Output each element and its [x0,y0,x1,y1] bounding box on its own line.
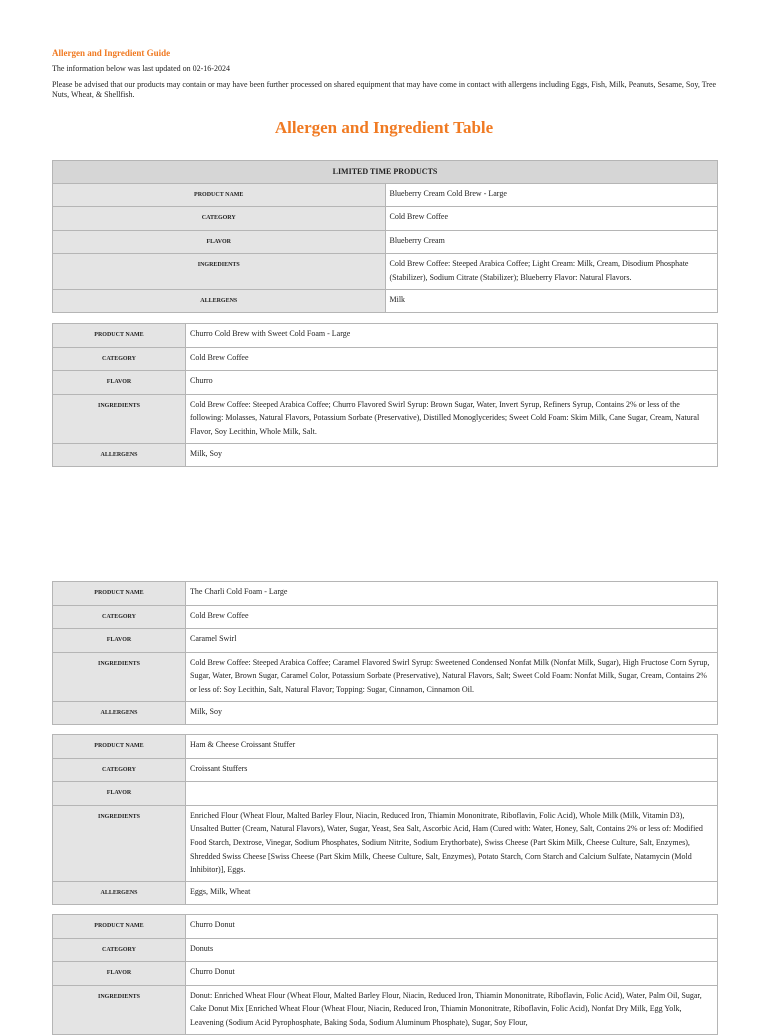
label-ingredients: INGREDIENTS [53,254,386,289]
label-category: CATEGORY [53,605,186,629]
flavor-value: Blueberry Cream [385,230,718,254]
label-product-name: PRODUCT NAME [53,735,186,759]
row-ingredients [53,652,718,701]
table-title: Allergen and Ingredient Table [274,118,494,137]
ingredients-value: Cold Brew Coffee: Steeped Arabica Coffee; Light Cream: Milk, Cream, Disodium Phosphate (Stabilizer), Sodium Citrate (Stabilizer); Blueberry Flavor: Natural Flavors. [385,254,718,289]
allergen-advisory: Please be advised that our products may contain or may have been further processed on shared equipment that may have come in contact with allergens including Eggs, Fish, Milk, Peanuts, Sesame, Soy, Tree Nuts, Wheat, & Shellfish. [52,80,717,99]
category-value: Croissant Stuffers [186,758,718,782]
label-product-name: PRODUCT NAME [53,183,386,207]
category-value: Cold Brew Coffee [186,605,718,629]
ingredients-value: Donut: Enriched Wheat Flour (Wheat Flour, Malted Barley Flour, Niacin, Reduced Iron, Thiamin Mononitrate, Riboflavin, Folic Acid), Water, Palm Oil, Sugar, Cake Donut Mix [Enriched Wheat Flour (Wheat Flour, Niacin, Reduced Iron, Thiamin Mononitrate, Riboflavin, Folic Acid), Nonfat Dry Milk, Egg Yolk, Leavening (Sodium Acid Pyrophosphate, Baking Soda, Sodium Aluminum Phosphate), Sugar, Soy Flour, [186,985,718,1034]
flavor-value: Churro Donut [186,962,718,986]
row-flavor [53,230,718,254]
row-flavor [53,371,718,395]
product-table-1 [52,160,718,313]
section-header: LIMITED TIME PRODUCTS [53,161,718,184]
row-flavor [53,782,718,806]
label-flavor: FLAVOR [53,230,386,254]
allergens-value: Eggs, Milk, Wheat [186,881,718,905]
ingredients-value: Cold Brew Coffee: Steeped Arabica Coffee; Caramel Flavored Swirl Syrup: Sweetened Condensed Nonfat Milk (Nonfat Milk, Sugar), High Fructose Corn Syrup, Sugar, Water, Brown Sugar, Caramel Color, Potassium Sorbate (Preservative), Natural Flavors, Salt; Sweet Cold Foam: Nonfat Milk, Sugar, Cream, Contains 2% or less of: Soy Lecithin, Salt, Natural Flavor; Topping: Sugar, Cinnamon, Cinnamon Oil. [186,652,718,701]
label-product-name: PRODUCT NAME [53,582,186,606]
product-name-value: Churro Cold Brew with Sweet Cold Foam - Large [186,324,718,348]
row-flavor [53,629,718,653]
row-flavor [53,962,718,986]
row-ingredients [53,254,718,289]
row-category [53,605,718,629]
row-product-name [53,183,718,207]
row-product-name [53,735,718,759]
label-flavor: FLAVOR [53,629,186,653]
row-product-name [53,582,718,606]
row-category [53,758,718,782]
row-allergens [53,881,718,905]
product-name-value: Ham & Cheese Croissant Stuffer [186,735,718,759]
label-category: CATEGORY [53,347,186,371]
row-product-name [53,915,718,939]
row-category [53,938,718,962]
category-value: Cold Brew Coffee [385,207,718,231]
allergens-value: Milk, Soy [186,701,718,725]
row-category [53,347,718,371]
row-category [53,207,718,231]
label-flavor: FLAVOR [53,782,186,806]
allergens-value: Milk, Soy [186,443,718,467]
label-allergens: ALLERGENS [53,443,186,467]
category-value: Cold Brew Coffee [186,347,718,371]
product-table-3 [52,581,718,725]
label-flavor: FLAVOR [53,962,186,986]
row-ingredients [53,394,718,443]
label-flavor: FLAVOR [53,371,186,395]
label-allergens: ALLERGENS [53,289,386,313]
label-ingredients: INGREDIENTS [53,652,186,701]
product-name-value: The Charli Cold Foam - Large [186,582,718,606]
product-name-value: Churro Donut [186,915,718,939]
row-allergens [53,289,718,313]
allergens-value: Milk [385,289,718,313]
ingredients-value: Cold Brew Coffee: Steeped Arabica Coffee; Churro Flavored Swirl Syrup: Brown Sugar, Water, Invert Syrup, Refiners Syrup, Contains 2% or less of the following: Molasses, Natural Flavors, Potassium Sorbate (Preservative), Distilled Monoglycerides; Sweet Cold Foam: Skim Milk, Cane Sugar, Cream, Natural Flavor, Soy Lecithin, Whole Milk, Salt. [186,394,718,443]
label-product-name: PRODUCT NAME [53,324,186,348]
label-product-name: PRODUCT NAME [53,915,186,939]
guide-title: Allergen and Ingredient Guide [52,48,171,58]
row-product-name [53,324,718,348]
flavor-value: Caramel Swirl [186,629,718,653]
label-category: CATEGORY [53,758,186,782]
label-category: CATEGORY [53,207,386,231]
product-name-value: Blueberry Cream Cold Brew - Large [385,183,718,207]
row-ingredients [53,805,718,881]
product-table-2 [52,323,718,467]
label-ingredients: INGREDIENTS [53,985,186,1034]
label-ingredients: INGREDIENTS [53,394,186,443]
label-ingredients: INGREDIENTS [53,805,186,881]
label-allergens: ALLERGENS [53,881,186,905]
last-updated-text: The information below was last updated on 02-16-2024 [52,64,230,73]
category-value: Donuts [186,938,718,962]
row-ingredients [53,985,718,1034]
product-table-5 [52,914,718,1035]
product-table-4 [52,734,718,905]
ingredients-value: Enriched Flour (Wheat Flour, Malted Barley Flour, Niacin, Reduced Iron, Thiamin Mononitrate, Riboflavin, Folic Acid), Whole Milk (Milk, Vitamin D3), Unsalted Butter (Cream, Natural Flavors), Water, Sugar, Yeast, Sea Salt, Ascorbic Acid, Ham (Cured with: Water, Honey, Salt, Contains 2% or less of: Modified Food Starch, Dextrose, Vinegar, Sodium Phosphates, Sodium Nitrite, Sodium Erythorbate), Swiss Cheese (Part Skim Milk, Cheese Culture, Salt, Enzymes), Shredded Swiss Cheese [Swiss Cheese (Part Skim Milk, Cheese Culture, Salt, Enzymes), Potato Starch, Corn Starch and Calcium Sulfate, Natamycin (Mold Inhibitor)], Eggs. [186,805,718,881]
label-category: CATEGORY [53,938,186,962]
label-allergens: ALLERGENS [53,701,186,725]
flavor-value [186,782,718,806]
flavor-value: Churro [186,371,718,395]
row-allergens [53,443,718,467]
row-allergens [53,701,718,725]
